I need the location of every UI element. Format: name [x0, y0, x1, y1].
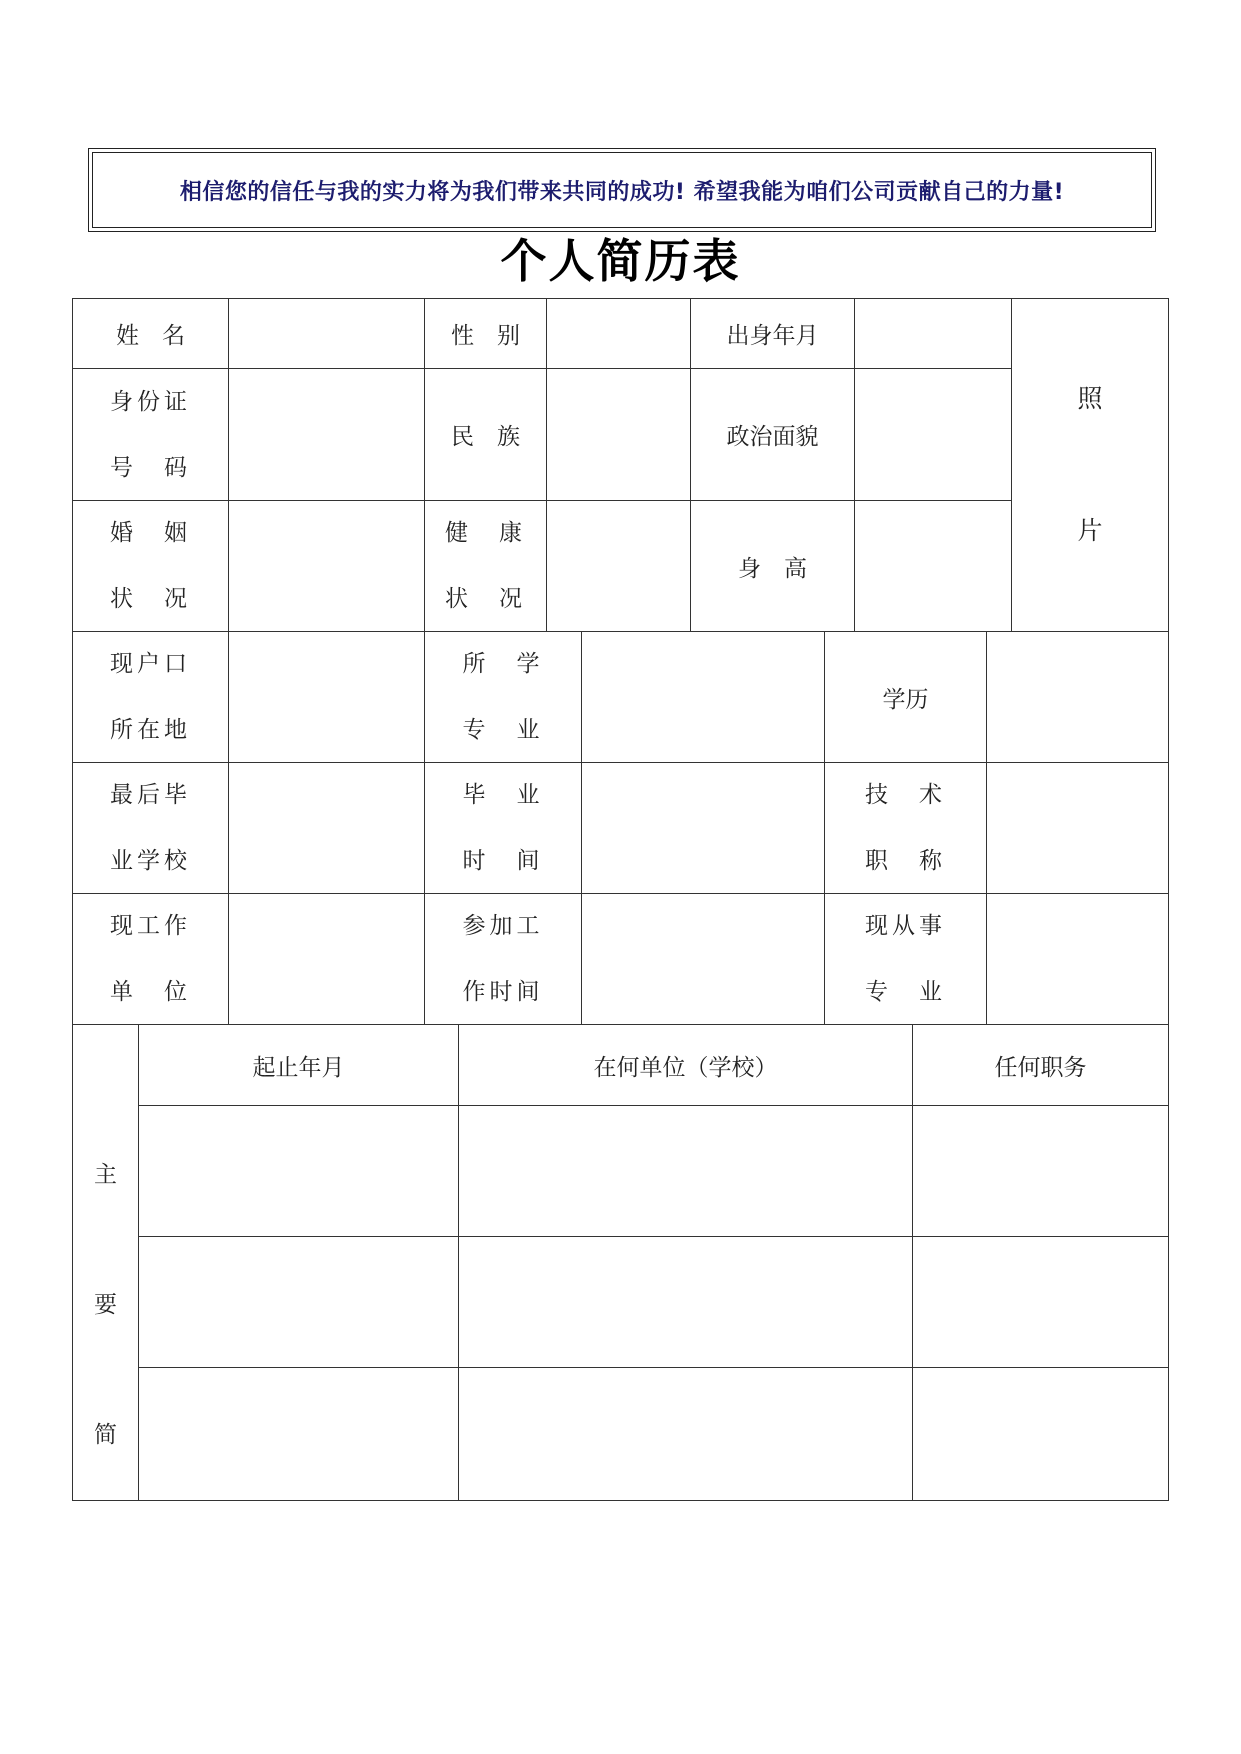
label-last-school: 最后毕 业学校 [72, 762, 229, 894]
label-health: 健 康 状 况 [424, 500, 547, 632]
field-ethnicity[interactable] [546, 368, 691, 501]
field-id-number[interactable] [228, 368, 425, 501]
label-name: 姓 名 [72, 298, 229, 369]
motto-banner [88, 148, 1156, 232]
field-work-start-time[interactable] [581, 893, 825, 1025]
field-graduation-time[interactable] [581, 762, 825, 894]
label-political-status: 政治面貌 [690, 368, 855, 501]
label-hukou: 现户口 所在地 [72, 631, 229, 763]
label-education: 学历 [824, 631, 987, 763]
label-employer: 现工作 单 位 [72, 893, 229, 1025]
field-education[interactable] [986, 631, 1169, 763]
photo-label-1: 照 [1077, 384, 1103, 413]
history-row-1-position[interactable] [912, 1105, 1169, 1237]
label-major: 所 学 专 业 [424, 631, 582, 763]
history-row-2-period[interactable] [138, 1236, 459, 1368]
history-row-3-organization[interactable] [458, 1367, 913, 1501]
field-hukou[interactable] [228, 631, 425, 763]
label-height: 身 高 [690, 500, 855, 632]
motto-text: 相信您的信任与我的实力将为我们带来共同的成功! 希望我能为咱们公司贡献自己的力量! [92, 152, 1152, 228]
history-row-2-organization[interactable] [458, 1236, 913, 1368]
label-ethnicity: 民 族 [424, 368, 547, 501]
label-gender: 性 别 [424, 298, 547, 369]
label-work-start-time: 参加工 作时间 [424, 893, 582, 1025]
label-marital-status: 婚 姻 状 况 [72, 500, 229, 632]
field-major[interactable] [581, 631, 825, 763]
history-header-period: 起止年月 [138, 1024, 459, 1106]
field-technical-title[interactable] [986, 762, 1169, 894]
history-side-label: 主 要 简 [72, 1024, 139, 1501]
field-height[interactable] [854, 500, 1012, 632]
history-row-1-period[interactable] [138, 1105, 459, 1237]
label-current-field: 现从事 专 业 [824, 893, 987, 1025]
photo-label-2: 片 [1077, 516, 1103, 545]
field-marital-status[interactable] [228, 500, 425, 632]
field-employer[interactable] [228, 893, 425, 1025]
label-id-number: 身份证 号 码 [72, 368, 229, 501]
label-technical-title: 技 术 职 称 [824, 762, 987, 894]
field-health[interactable] [546, 500, 691, 632]
history-row-2-position[interactable] [912, 1236, 1169, 1368]
photo-box[interactable] [1011, 298, 1169, 632]
field-gender[interactable] [546, 298, 691, 369]
label-graduation-time: 毕 业 时 间 [424, 762, 582, 894]
history-row-1-organization[interactable] [458, 1105, 913, 1237]
history-header-organization: 在何单位（学校） [458, 1024, 913, 1106]
history-row-3-position[interactable] [912, 1367, 1169, 1501]
field-last-school[interactable] [228, 762, 425, 894]
label-birth: 出身年月 [690, 298, 855, 369]
history-row-3-period[interactable] [138, 1367, 459, 1501]
field-name[interactable] [228, 298, 425, 369]
page-title: 个人简历表 [500, 234, 741, 288]
field-current-field[interactable] [986, 893, 1169, 1025]
history-header-position: 任何职务 [912, 1024, 1169, 1106]
field-birth[interactable] [854, 298, 1012, 369]
field-political-status[interactable] [854, 368, 1012, 501]
